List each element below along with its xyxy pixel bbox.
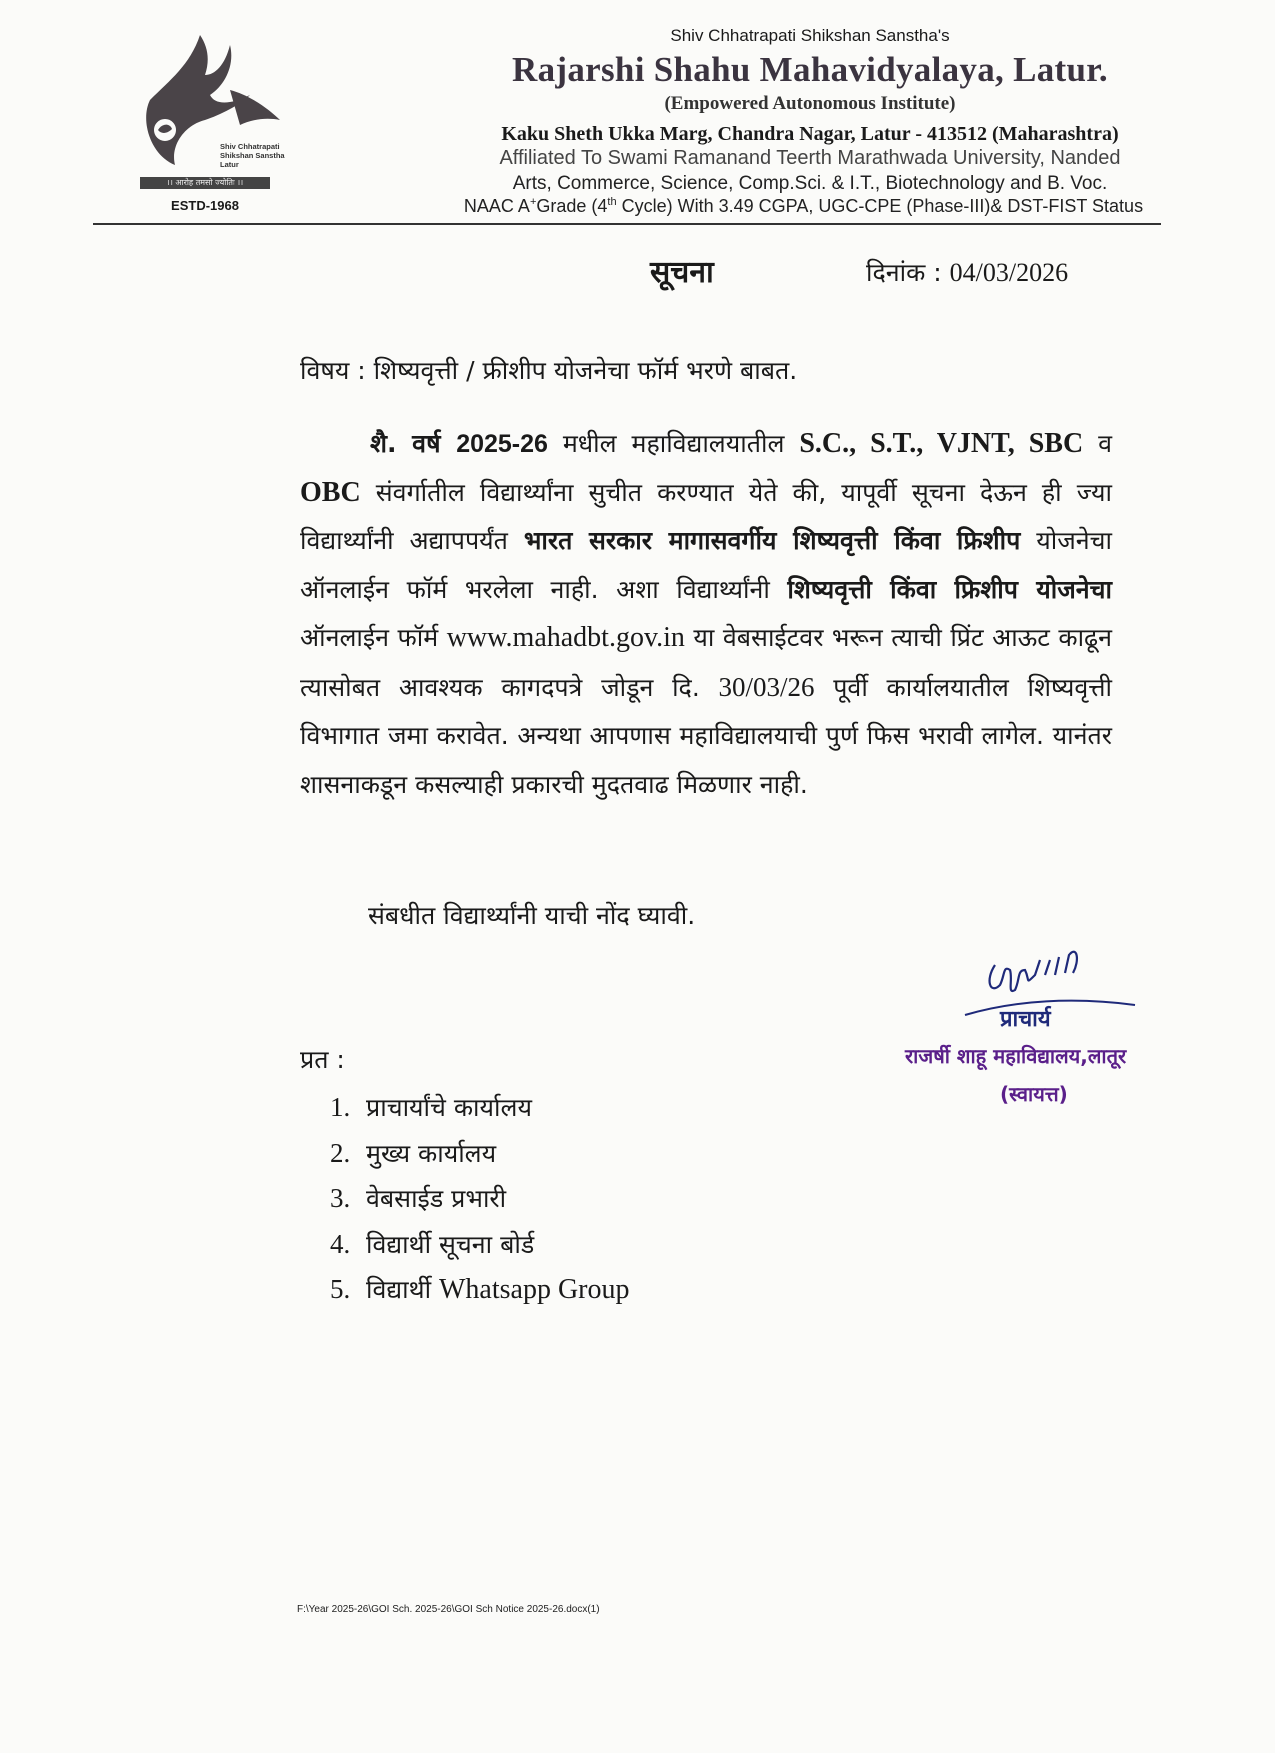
logo-caption: Shiv Chhatrapati Shikshan Sanstha Latur (220, 142, 285, 169)
notice-closing: संबधीत विद्यार्थ्यांनी याची नोंद घ्यावी. (368, 901, 696, 930)
list-item: 3. वेबसाईड प्रभारी (330, 1183, 507, 1213)
notice-date: दिनांक : 04/03/2026 (866, 258, 1069, 287)
header-divider (93, 223, 1161, 225)
copy-list (330, 1085, 630, 1313)
courses-offered: Arts, Commerce, Science, Comp.Sci. & I.T., Biotechnology and B. Voc. (512, 173, 1108, 194)
sanstha-name: Shiv Chhatrapati Shikshan Sanstha's (670, 26, 950, 45)
college-name: Rajarshi Shahu Mahavidyalaya, Latur. (512, 50, 1108, 89)
college-address: Kaku Sheth Ukka Marg, Chandra Nagar, Latur - 413512 (Maharashtra) (501, 123, 1119, 145)
seal-college: राजर्षी शाहू महाविद्यालय,लातूर (905, 1044, 1127, 1068)
naac-grade: NAAC A+Grade (4th Cycle) With 3.49 CGPA, UGC-CPE (Phase-III)& DST-FIST Status (463, 196, 1144, 216)
affiliation: Affiliated To Swami Ramanand Teerth Marathwada University, Nanded (499, 147, 1121, 169)
list-item: 1. प्राचार्यांचे कार्यालय (330, 1092, 532, 1122)
college-status: (Empowered Autonomous Institute) (664, 93, 956, 114)
notice-body: शै. वर्ष 2025-26 मधील महाविद्यालयातील S.C., S.T., VJNT, SBC व OBC संवर्गातील विद्यार्थ्यांना सुचीत करण्यात येते की, यापूर्वी सूचना देऊन ही ज्या विद्यार्थ्यांनी अद्यापपर्यंत भारत सरकार मागासवर्गीय शिष्यवृत्ती किंवा फ्रिशीप योजनेचा ऑनलाईन फॉर्म भरलेला नाही. अशा विद्यार्थ्यांनी शिष्यवृत्ती किंवा फ्रिशीप योजनेचा ऑनलाईन फॉर्म www.mahadbt.gov.in या वेबसाईटवर भरून त्याची प्रिंट आऊट काढून त्यासोबत आवश्यक कागदपत्रे जोडून दि. 30/03/26 पूर्वी कार्यालयातील शिष्यवृत्ती विभागात जमा करावेत. अन्यथा आपणास महाविद्यालयाची पुर्ण फिस भरावी लागेल. यानंतर शासनाकडून कसल्याही प्रकारची मुदतवाढ मिळणार नाही. (300, 428, 1113, 799)
seal-autonomous: (स्वायत्त) (1000, 1082, 1068, 1106)
notice-heading: सूचना (650, 255, 714, 290)
file-path: F:\Year 2025-26\GOI Sch. 2025-26\GOI Sch Notice 2025-26.docx(1) (297, 1604, 600, 1615)
list-item: 4. विद्यार्थी सूचना बोर्ड (330, 1228, 535, 1259)
logo-motto: ।। आरोह तमसो ज्योतिः ।। (140, 177, 270, 189)
notice-subject: विषय : शिष्यवृत्ती / फ्रीशीप योजनेचा फॉर्म भरणे बाबत. (300, 356, 798, 385)
estd-label: ESTD-1968 (171, 198, 239, 213)
list-item: 2. मुख्य कार्यालय (330, 1137, 497, 1168)
copy-to-label: प्रत : (300, 1045, 345, 1074)
signature-title: प्राचार्य (1000, 1007, 1051, 1032)
website-link[interactable]: www.mahadbt.gov.in (446, 622, 685, 653)
college-logo (130, 25, 290, 220)
list-item: 5. विद्यार्थी Whatsapp Group (330, 1274, 630, 1305)
